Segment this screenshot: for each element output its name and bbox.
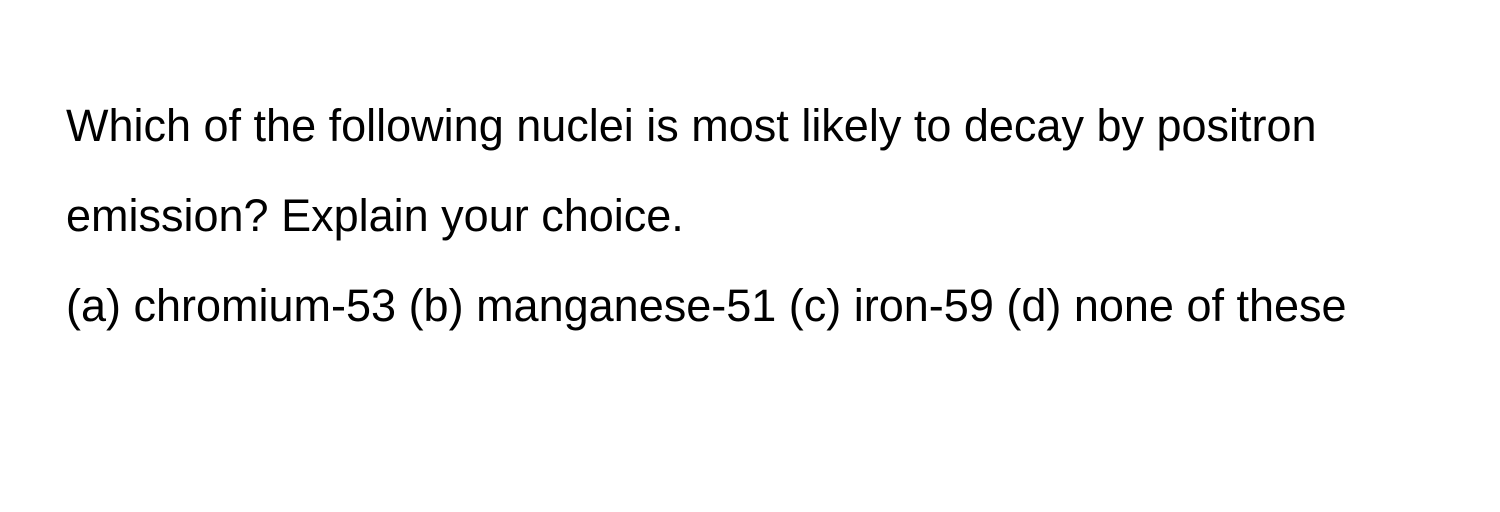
question-stem: Which of the following nuclei is most likely to decay by positron emission? Explain your choice.	[66, 100, 1317, 241]
question-block	[66, 81, 1446, 351]
answer-options: (a) chromium-53 (b) manganese-51 (c) iron-59 (d) none of these	[66, 280, 1347, 331]
